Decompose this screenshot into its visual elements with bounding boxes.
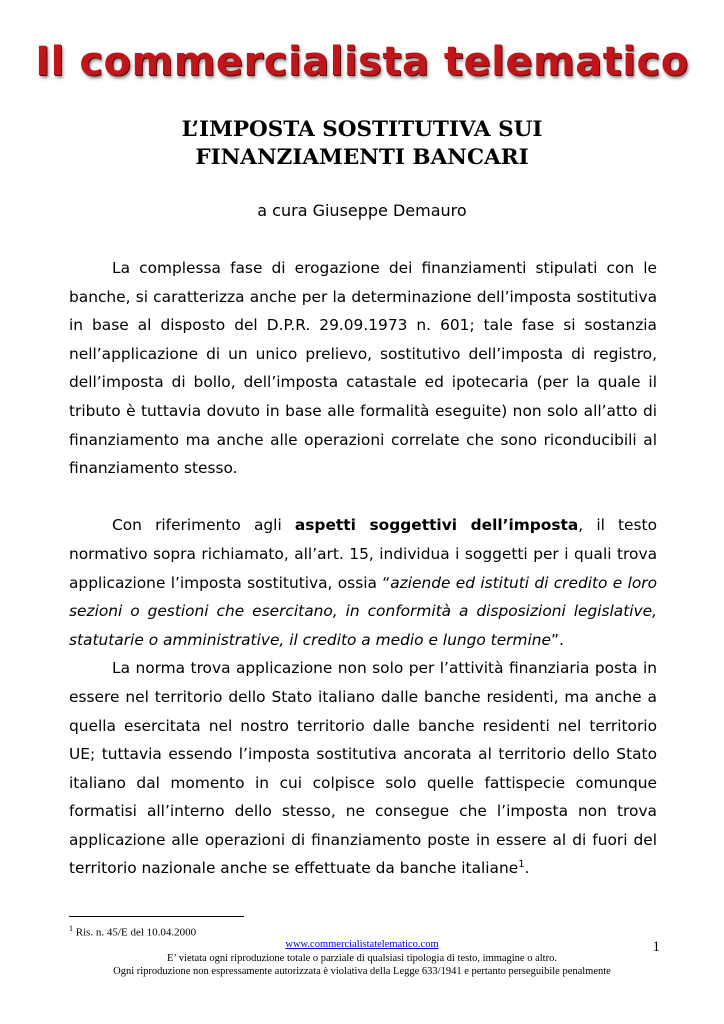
website-link[interactable]: www.commercialistatelematico.com [285, 939, 439, 950]
site-logo-banner: Il commercialista telematico [35, 39, 689, 85]
copyright-notice-2: Ogni riproduzione non espressamente autorizzata è violativa della Legge 633/1941 e pertanto perseguibile penalmente [113, 966, 611, 977]
p2-text-a: Con riferimento agli [112, 516, 295, 535]
author-line: a cura Giuseppe Demauro [257, 201, 467, 220]
copyright-notice-1: E’ vietata ogni riproduzione totale o parziale di qualsiasi tipologia di testo, immagine o altro. [167, 952, 557, 964]
title-line-2: FINANZIAMENTI BANCARI [195, 145, 529, 170]
paragraph-2 [69, 511, 657, 654]
p2-italic-quote: aziende ed istituti di credito e loro sezioni o gestioni che esercitano, in conformità a disposizioni legislative, statutarie o amministrative, il credito a medio e lungo termine [69, 573, 658, 649]
footnote-text: Ris. n. 45/E del 10.04.2000 [73, 926, 197, 939]
footnote [69, 922, 469, 940]
document-title [0, 116, 724, 172]
page-number: 1 [652, 939, 660, 955]
document-body [69, 254, 657, 883]
footnote-reference[interactable]: 1 [518, 859, 525, 871]
p3-text: La norma trova applicazione non solo per l’attività finanziaria posta in essere nel territorio dello Stato italiano dalle banche residenti, ma anche a quella esercitata nel nostro territorio dalle banche residenti nel territorio UE; tuttavia essendo l’imposta sostitutiva ancorata al territorio dello Stato italiano dal momento in cui colpisce solo quelle fattispecie comunque formatisi all’interno dello stesso, ne consegue che l’imposta non trova applicazione alle operazioni di finanziamento poste in essere al di fuori del territorio nazionale anche se effettuate da banche italiane [69, 659, 657, 878]
footnote-separator [69, 916, 244, 917]
p2-text-b: , il testo normativo sopra richiamato, all’art. 15, individua i soggetti per i quali trova applicazione l’imposta sostitutiva, ossia “ [69, 516, 658, 592]
p2-bold-text: aspetti soggettivi dell’imposta [294, 516, 579, 535]
p3-end: . [524, 859, 530, 878]
title-line-1: L’IMPOSTA SOSTITUTIVA SUI [181, 117, 543, 142]
paragraph-3 [69, 654, 657, 883]
p2-text-c: ”. [551, 630, 564, 649]
page-footer [0, 938, 724, 979]
footnote-marker: 1 [69, 924, 73, 933]
paragraph-1: La complessa fase di erogazione dei finanziamenti stipulati con le banche, si caratterizza anche per la determinazione dell’imposta sostitutiva in base al disposto del D.P.R. 29.09.1973 n. 601; tale fase si sostanzia nell’applicazione di un unico prelievo, sostitutivo dell’imposta di registro, dell’imposta di bollo, dell’imposta catastale ed ipotecaria (per la quale il tributo è tuttavia dovuto in base alle formalità eseguite) non solo all’atto di finanziamento ma anche alle operazioni correlate che sono riconducibili al finanziamento stesso. [69, 259, 657, 478]
